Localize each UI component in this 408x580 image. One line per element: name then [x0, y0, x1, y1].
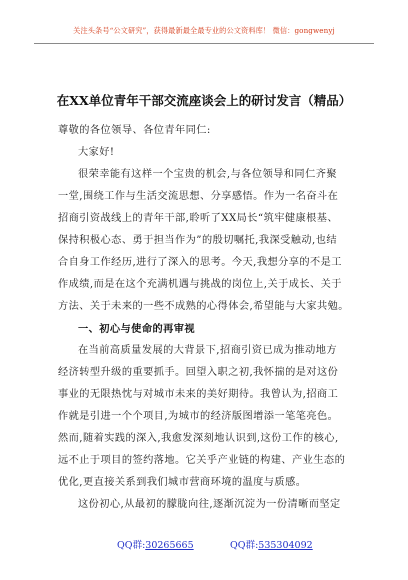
greeting: 大家好!: [78, 147, 115, 158]
paragraph-line: 这份初心,从最初的朦胧向往,逐渐沉淀为一份清晰而坚定: [78, 499, 341, 510]
paragraph-line: 然而,随着实践的深入,我愈发深刻地认识到,这份工作的核心,: [58, 433, 339, 444]
footer-qq-group-1[interactable]: [117, 537, 194, 551]
document-body: [58, 120, 358, 516]
paragraph-line: 远不止于项目的签约落地。它关乎产业链的构建、产业生态的: [58, 455, 346, 466]
document-title: 在XX单位青年干部交流座谈会上的研讨发言（精品）: [56, 93, 352, 108]
qq-label: QQ群:: [117, 540, 146, 551]
header-divider: [34, 43, 374, 44]
paragraph-line: 合自身工作经历,进行了深入的思考。今天,我想分享的不是工: [58, 257, 342, 268]
paragraph-line: 作就是引进一个个项目,为城市的经济版图增添一笔笔亮色。: [58, 411, 339, 422]
paragraph-line: 经济转型升级的重要抓手。回望入职之初,我怀揣的是对这份: [58, 367, 339, 378]
paragraph-line: 在当前高质量发展的大背景下,招商引资已成为推动地方: [78, 345, 337, 356]
paragraph-line: 保持积极心态、勇于担当作为”的殷切嘱托,我深受触动,也结: [58, 235, 337, 246]
footer-qq-group-2[interactable]: [230, 537, 313, 551]
section-heading: 一、初心与使命的再审视: [78, 323, 196, 335]
qq-number-link[interactable]: 30265665: [145, 540, 194, 551]
qq-number-link[interactable]: 535304092: [258, 540, 313, 551]
paragraph-line: 事业的无限热忱与对城市未来的美好期待。我曾认为,招商工: [58, 389, 339, 400]
paragraph-line: 一堂,围绕工作与生活交流思想、分享感悟。作为一名奋斗在: [58, 191, 339, 202]
qq-label: QQ群:: [230, 540, 259, 551]
paragraph-line: 作成绩,而是在这个充满机遇与挑战的岗位上,关于成长、关于: [58, 279, 342, 290]
paragraph-line: 方法、关于未来的一些不成熟的心得体会,希望能与大家共勉。: [58, 301, 349, 312]
paragraph-line: 很荣幸能有这样一个宝贵的机会,与各位领导和同仁齐聚: [78, 169, 337, 180]
salutation: 尊敬的各位领导、各位青年同仁:: [58, 125, 211, 136]
header-banner: 关注头条号“公文研究”，获得最新最全最专业的公文资料库！ 微信：gongwenyj: [73, 26, 335, 35]
paragraph-line: 优化,更直接关系到我们城市营商环境的温度与质感。: [58, 477, 307, 488]
paragraph-line: 招商引资战线上的青年干部,聆听了XX局长“筑牢健康根基、: [58, 213, 339, 224]
